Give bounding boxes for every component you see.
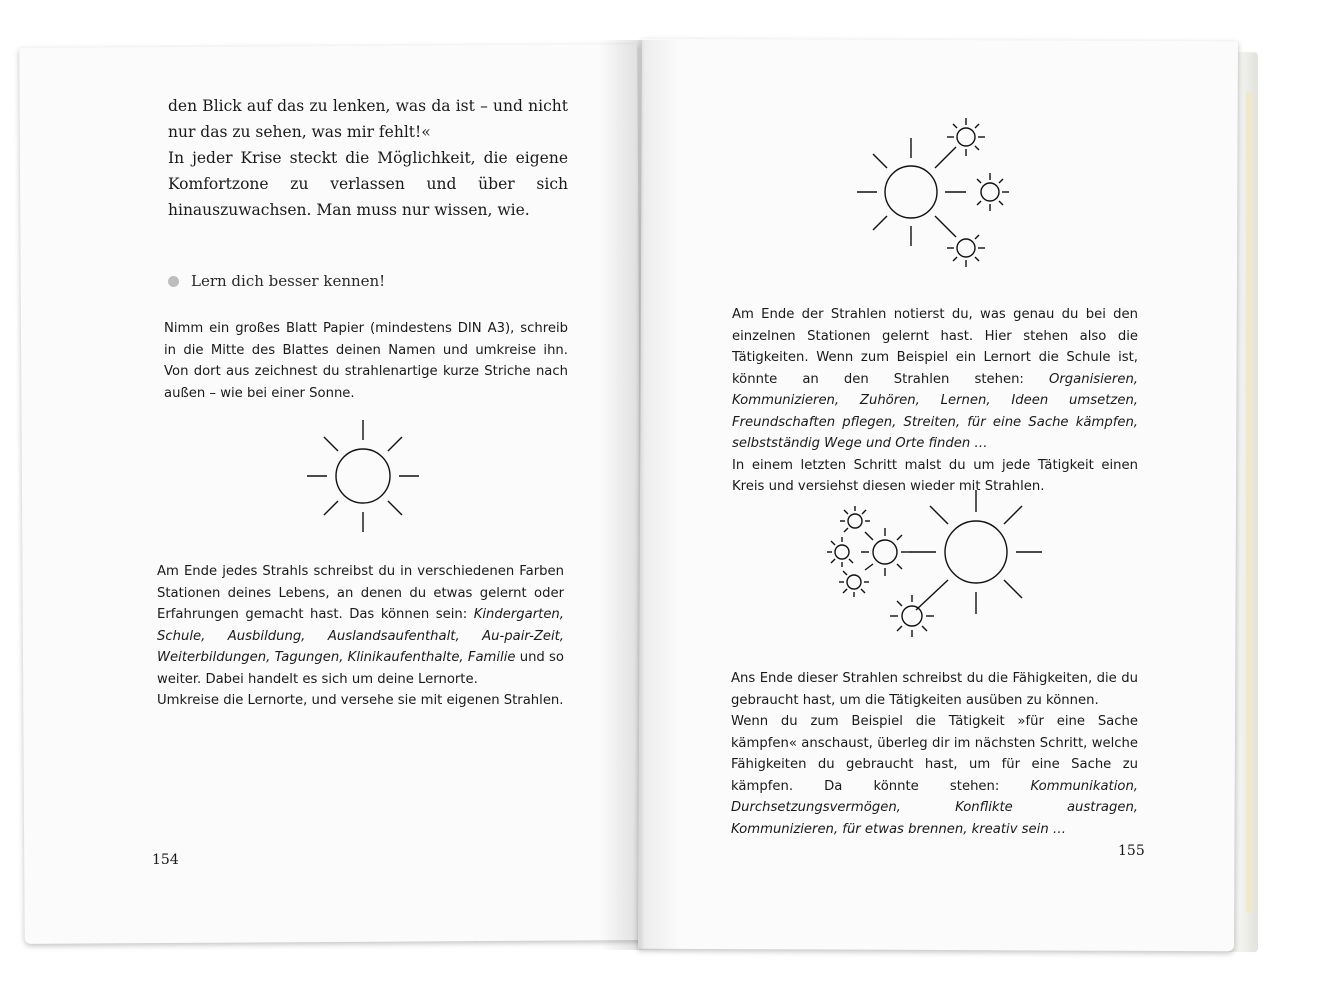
- page-number-left: 154: [152, 852, 179, 868]
- right-paragraph-1-intro: Am Ende der Strahlen notierst du, was genau du bei den einzelnen Stationen gelernt hast. Hier stehen also die Tätigkeiten. Wenn zum Beispiel ein Lernort die Schule ist, könnte an den Strahlen stehen:: [732, 307, 1138, 387]
- sun-diagram-three-satellites: [850, 112, 1020, 272]
- right-paragraph-4: [731, 711, 1138, 840]
- right-paragraph-3: Ans Ende dieser Strahlen schreibst du die Fähigkeiten, die du gebraucht hast, um die Tätigkeiten ausüben zu können.: [731, 671, 1138, 708]
- left-paragraph-1: [164, 318, 568, 404]
- section-heading-text: Lern dich besser kennen!: [191, 272, 386, 290]
- section-heading: [168, 272, 385, 290]
- intro-line-2: In jeder Krise steckt die Möglichkeit, die eigene Komfortzone zu verlassen und über sich hinauszuwachsen. Man muss nur wissen, wie.: [168, 149, 568, 219]
- tiny-sun-bottom: [839, 571, 869, 597]
- tiny-sun-left: [827, 537, 853, 567]
- right-paragraph-4-examples: Kommunikation, Durchsetzungsvermögen, Konflikte austragen, Kommunizieren, für etwas brennen, kreativ sein …: [731, 778, 1138, 837]
- right-paragraph-3-block: [731, 668, 1138, 840]
- right-paragraph-1: [732, 304, 1138, 498]
- satellite-sun-bottom: [947, 235, 985, 267]
- left-paragraph-1-text: Nimm ein großes Blatt Papier (mindestens DIN A3), schreib in die Mitte des Blattes deinen Namen und umkreise ihn. Von dort aus zeichnest du strahlenartige kurze Striche nach außen – wie bei einer Sonne.: [164, 321, 568, 401]
- paragraph-2-end: und so weiter. Dabei handelt es sich um deine Lernorte.: [157, 650, 564, 687]
- paragraph-2-examples: Kindergarten, Schule, Ausbildung, Auslandsaufenthalt, Au-pair-Zeit, Weiterbildungen, Tagungen, Klinikaufenthalte, Familie: [157, 607, 564, 665]
- sun-circle: [336, 449, 390, 503]
- small-sun-bottom: [890, 595, 934, 637]
- right-paragraph-1-text: [732, 304, 1138, 455]
- secondary-sun: [861, 528, 911, 576]
- right-paragraph-1-examples: Organisieren, Kommunizieren, Zuhören, Lernen, Ideen umsetzen, Freundschaften pflegen, Streiten, für eine Sache kämpfen, selbstständig Wege und Orte finden …: [732, 371, 1138, 451]
- sun-diagram-nested: [822, 486, 1052, 646]
- sun-rays: [307, 420, 419, 532]
- tiny-sun-top: [840, 506, 870, 532]
- bullet-dot-icon: [168, 276, 179, 287]
- intro-line-1: den Blick auf das zu lenken, was da ist – und nicht nur das zu sehen, was mir fehlt!«: [168, 97, 568, 141]
- right-paragraph-2: In einem letzten Schritt malst du um jede Tätigkeit einen Kreis und versiehst diesen wieder mit Strahlen.: [732, 457, 1138, 494]
- satellite-sun-middle: [977, 173, 1009, 211]
- right-paragraph-4-intro: Wenn du zum Beispiel die Tätigkeit »für eine Sache kämpfen« anschaust, überleg dir im nächsten Schritt, welche Fähigkeiten du gebraucht hast, um für eine Sache zu kämpfen. Da könnte stehen:: [731, 714, 1138, 794]
- left-paragraph-2: [157, 561, 564, 712]
- left-paragraph-2-text: [157, 561, 564, 690]
- left-paragraph-3: Umkreise die Lernorte, und versehe sie mit eigenen Strahlen.: [157, 693, 564, 708]
- left-intro: [168, 93, 568, 223]
- main-sun-large: [910, 490, 1042, 614]
- main-sun: [857, 138, 966, 246]
- page-number-right: 155: [1118, 843, 1145, 859]
- paragraph-2-intro: Am Ende jedes Strahls schreibst du in verschiedenen Farben Stationen deines Lebens, an denen du etwas gelernt oder Erfahrungen gemacht hast. Das können sein:: [157, 564, 564, 622]
- sun-diagram-single: [300, 415, 426, 533]
